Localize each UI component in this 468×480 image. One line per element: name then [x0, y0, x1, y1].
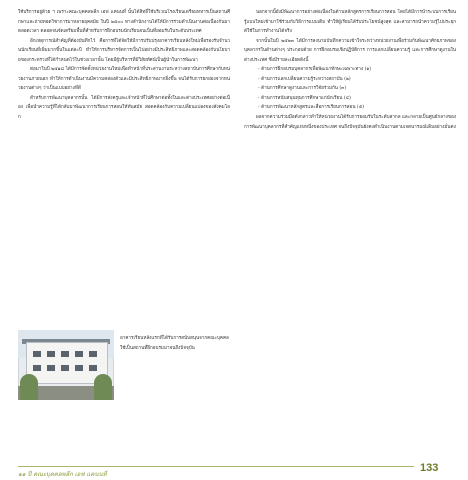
paragraph: อีกเหตุการณ์สำคัญที่ต้องบันทึกไว้ คือการที่ได้จัดให้มีการปรับปรุงอาคารเรียนหลังใหม่เพื่อรองรับจำนวนนักเรียนที่เพิ่มมากขึ้นในแต่ละปี ทำให้การบริหารจัดการเป็นไปอย่างมีประสิทธิภาพและสอดคล้องกับนโยบายของกระทรวงที่ได้กำหนดไว้ในช่วงเวลานั้น โดยมีผู้บริหารที่มีวิสัยทัศน์เป็นผู้นำในการพัฒนา — [18, 38, 230, 63]
page-footer — [0, 462, 468, 480]
caption-text: อาคารเรียนหลังแรกที่ได้รับการสนับสนุนจากคณะบุคคล ใช้เป็นสถานที่ฝึกอบรมมาจนถึงปัจจุบัน — [120, 336, 229, 351]
paragraph: สำหรับการพัฒนาบุคลากรนั้น ได้มีการส่งครูและเจ้าหน้าที่ไปศึกษาต่อทั้งในและต่างประเทศอย่างต่อเนื่อง เพื่อนำความรู้ที่ได้กลับมาพัฒนาการเรียนการสอนให้ทันสมัย สอดคล้องกับความเปลี่ยนแปลงของสังคมโลก — [18, 95, 230, 121]
item-list — [244, 65, 456, 113]
photo-caption — [120, 334, 230, 353]
list-item: - ด้านการแลกเปลี่ยนความรู้ระหว่างสถาบัน (๒) — [258, 76, 351, 82]
footer-title: ๑๑ ปี คณะบุคคลพลีก เอฟ แคนนที่ — [18, 471, 107, 478]
page-number: 133 — [420, 462, 439, 474]
paragraph: ต่อมาในปี ๒๕๑๘ ได้มีการจัดตั้งหน่วยงานใหม่เพื่อทำหน้าที่ประสานงานระหว่างสถาบันการศึกษากับหน่วยงานภายนอก ทำให้การดำเนินงานมีความคล่องตัวและมีประสิทธิภาพมากยิ่งขึ้น จนได้รับการยกย่องจากหน่วยงานต่างๆ ว่าเป็นแบบอย่างที่ดี — [18, 67, 230, 92]
list-item: - ด้านการฝึกอบรมบุคลากรเพื่อพัฒนาทักษะเฉพาะทาง (๑) — [258, 67, 372, 73]
list-item: - ด้านการสนับสนุนทุนการศึกษาแก่นักเรียน (๔) — [258, 95, 351, 101]
footer-rule — [18, 466, 414, 467]
building-photo — [18, 330, 114, 400]
left-column — [18, 8, 230, 123]
paragraph: ใช้บริการอยู่ด้วย ฯ เพราะคณะบุคคลพลีก เอฟ แคนนที่ นั้นได้สิทธิ์ใช้บริเวณโรงเรียนเตรียมทหารเป็นสถานศึกษาและถ่ายทอดวิชาการมาหลายยุคสมัย ในปี ๒๕๐๐ ทางสำนักงานได้ให้มีการร่วมดำเนินงานต่อเนื่องกันมาตลอดเวลา ตลอดจนจัดเตรียมพื้นที่สำหรับการฝึกอบรมนักเรียนจนเป็นที่ยอมรับในระดับประเทศ — [18, 10, 230, 35]
paragraph: นอกจากนี้ยังมีพัฒนาการอย่างต่อเนื่องในด้านหลักสูตรการเรียนการสอน โดยได้มีการนำระบบการเรียนรู้แบบใหม่เข้ามาใช้ร่วมกับวิธีการแบบเดิม ทำให้ผู้เรียนได้รับประโยชน์สูงสุด และสามารถนำความรู้ไปประยุกต์ใช้ในการทำงานได้จริง — [244, 10, 456, 35]
paragraph: จากนั้นในปี ๒๕๒๓ ได้มีการลงนามบันทึกความเข้าใจระหว่างหน่วยงานเพื่อร่วมกันพัฒนาศักยภาพของบุคลากรในด้านต่างๆ ประกอบด้วย การฝึกอบรมเชิงปฏิบัติการ การแลกเปลี่ยนความรู้ และการศึกษาดูงานในต่างประเทศ ซึ่งมีรายละเอียดดังนี้ — [244, 38, 456, 63]
list-item: - ด้านการพัฒนาหลักสูตรและสื่อการเรียนการสอน (๕) — [258, 105, 364, 111]
list-item: - ด้านการศึกษาดูงานและการวิจัยร่วมกัน (๓) — [258, 86, 347, 92]
right-column — [244, 8, 456, 132]
paragraph: ผลจากความร่วมมือดังกล่าวทำให้หน่วยงานได้รับการยอมรับในระดับสากล และกลายเป็นศูนย์กลางของการพัฒนาบุคลากรที่สำคัญแห่งหนึ่งของประเทศ จนถึงปัจจุบันยังคงดำเนินงานตามเจตนารมณ์เดิมอย่างมั่นคง — [244, 115, 457, 130]
